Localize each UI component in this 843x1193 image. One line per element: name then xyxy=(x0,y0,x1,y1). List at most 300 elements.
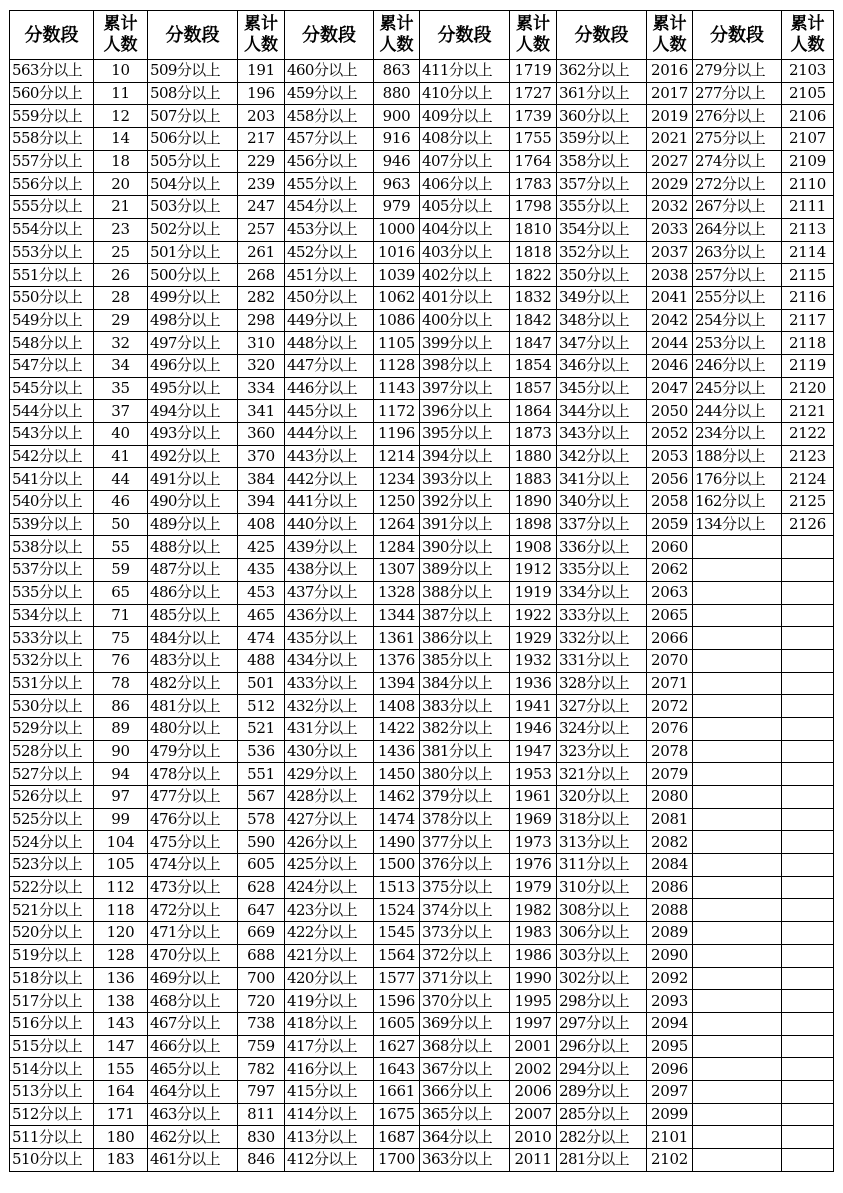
count-cell: 2044 xyxy=(647,332,693,355)
table-row xyxy=(10,990,834,1013)
segment-cell xyxy=(693,922,782,945)
segment-cell: 428分以上 xyxy=(285,786,374,809)
segment-cell: 501分以上 xyxy=(148,241,238,264)
count-cell: 78 xyxy=(94,672,148,695)
count-cell: 268 xyxy=(238,264,285,287)
table-row xyxy=(10,400,834,423)
count-cell: 1997 xyxy=(510,1012,557,1035)
count-cell xyxy=(782,604,834,627)
segment-cell: 472分以上 xyxy=(148,899,238,922)
segment-cell xyxy=(693,944,782,967)
segment-cell: 311分以上 xyxy=(557,854,647,877)
segment-cell: 328分以上 xyxy=(557,672,647,695)
count-cell xyxy=(782,831,834,854)
segment-cell: 439分以上 xyxy=(285,536,374,559)
count-cell: 1979 xyxy=(510,876,557,899)
count-cell: 164 xyxy=(94,1080,148,1103)
count-cell xyxy=(782,672,834,695)
table-row xyxy=(10,105,834,128)
count-cell: 551 xyxy=(238,763,285,786)
segment-cell: 494分以上 xyxy=(148,400,238,423)
table-row xyxy=(10,967,834,990)
count-cell: 2002 xyxy=(510,1058,557,1081)
segment-cell: 360分以上 xyxy=(557,105,647,128)
segment-cell: 444分以上 xyxy=(285,423,374,446)
table-row xyxy=(10,423,834,446)
count-cell: 2041 xyxy=(647,286,693,309)
segment-cell: 324分以上 xyxy=(557,717,647,740)
count-cell: 465 xyxy=(238,604,285,627)
segment-cell: 548分以上 xyxy=(10,332,94,355)
segment-cell: 475分以上 xyxy=(148,831,238,854)
count-cell: 1422 xyxy=(374,717,420,740)
segment-cell: 476分以上 xyxy=(148,808,238,831)
count-cell: 2084 xyxy=(647,854,693,877)
count-cell: 1234 xyxy=(374,468,420,491)
count-cell: 1922 xyxy=(510,604,557,627)
segment-cell: 547分以上 xyxy=(10,354,94,377)
score-distribution-table xyxy=(9,10,834,1172)
count-cell: 1912 xyxy=(510,559,557,582)
count-cell xyxy=(782,717,834,740)
table-row xyxy=(10,218,834,241)
count-cell: 2122 xyxy=(782,423,834,446)
count-cell: 1436 xyxy=(374,740,420,763)
count-cell: 2037 xyxy=(647,241,693,264)
segment-cell: 505分以上 xyxy=(148,150,238,173)
segment-cell: 509分以上 xyxy=(148,60,238,83)
count-cell: 1086 xyxy=(374,309,420,332)
segment-cell: 431分以上 xyxy=(285,717,374,740)
count-cell: 2089 xyxy=(647,922,693,945)
header-segment-3: 分数段 xyxy=(285,11,374,60)
table-row xyxy=(10,627,834,650)
count-cell: 37 xyxy=(94,400,148,423)
table-row xyxy=(10,740,834,763)
header-count-line1: 累计 xyxy=(379,14,414,34)
header-count-line2: 人数 xyxy=(790,35,825,55)
count-cell: 1307 xyxy=(374,559,420,582)
segment-cell: 371分以上 xyxy=(420,967,510,990)
count-cell: 1973 xyxy=(510,831,557,854)
segment-cell xyxy=(693,581,782,604)
count-cell: 2124 xyxy=(782,468,834,491)
table-row xyxy=(10,128,834,151)
count-cell: 1039 xyxy=(374,264,420,287)
count-cell: 1700 xyxy=(374,1149,420,1172)
count-cell xyxy=(782,581,834,604)
header-count-line1: 累计 xyxy=(516,14,550,34)
table-row xyxy=(10,82,834,105)
count-cell: 2060 xyxy=(647,536,693,559)
count-cell: 1016 xyxy=(374,241,420,264)
count-cell: 1857 xyxy=(510,377,557,400)
segment-cell: 519分以上 xyxy=(10,944,94,967)
segment-cell: 417分以上 xyxy=(285,1035,374,1058)
count-cell: 2117 xyxy=(782,309,834,332)
count-cell: 1719 xyxy=(510,60,557,83)
count-cell: 1105 xyxy=(374,332,420,355)
header-count-line2: 人数 xyxy=(379,35,414,55)
segment-cell: 384分以上 xyxy=(420,672,510,695)
count-cell: 1919 xyxy=(510,581,557,604)
count-cell: 2121 xyxy=(782,400,834,423)
table-row xyxy=(10,445,834,468)
count-cell xyxy=(782,695,834,718)
segment-cell xyxy=(693,967,782,990)
table-row xyxy=(10,377,834,400)
segment-cell: 406分以上 xyxy=(420,173,510,196)
segment-cell: 264分以上 xyxy=(693,218,782,241)
count-cell: 1739 xyxy=(510,105,557,128)
segment-cell: 277分以上 xyxy=(693,82,782,105)
segment-cell: 551分以上 xyxy=(10,264,94,287)
segment-cell: 346分以上 xyxy=(557,354,647,377)
segment-cell: 276分以上 xyxy=(693,105,782,128)
count-cell xyxy=(782,922,834,945)
header-count-6 xyxy=(782,11,834,60)
count-cell: 384 xyxy=(238,468,285,491)
segment-cell: 321分以上 xyxy=(557,763,647,786)
count-cell: 501 xyxy=(238,672,285,695)
segment-cell: 502分以上 xyxy=(148,218,238,241)
segment-cell: 389分以上 xyxy=(420,559,510,582)
count-cell: 105 xyxy=(94,854,148,877)
segment-cell: 424分以上 xyxy=(285,876,374,899)
count-cell: 2101 xyxy=(647,1126,693,1149)
segment-cell: 348分以上 xyxy=(557,309,647,332)
count-cell: 1564 xyxy=(374,944,420,967)
segment-cell: 302分以上 xyxy=(557,967,647,990)
count-cell: 32 xyxy=(94,332,148,355)
segment-cell: 456分以上 xyxy=(285,150,374,173)
segment-cell: 450分以上 xyxy=(285,286,374,309)
count-cell: 71 xyxy=(94,604,148,627)
count-cell: 512 xyxy=(238,695,285,718)
count-cell: 2092 xyxy=(647,967,693,990)
segment-cell: 134分以上 xyxy=(693,513,782,536)
segment-cell: 453分以上 xyxy=(285,218,374,241)
count-cell: 97 xyxy=(94,786,148,809)
count-cell: 1727 xyxy=(510,82,557,105)
segment-cell xyxy=(693,1058,782,1081)
count-cell xyxy=(782,1035,834,1058)
segment-cell: 533分以上 xyxy=(10,627,94,650)
count-cell: 979 xyxy=(374,196,420,219)
table-row xyxy=(10,695,834,718)
segment-cell: 359分以上 xyxy=(557,128,647,151)
count-cell: 1545 xyxy=(374,922,420,945)
segment-cell: 289分以上 xyxy=(557,1080,647,1103)
header-count-5 xyxy=(647,11,693,60)
segment-cell: 365分以上 xyxy=(420,1103,510,1126)
table-row xyxy=(10,581,834,604)
header-count-line2: 人数 xyxy=(103,35,138,55)
segment-cell: 350分以上 xyxy=(557,264,647,287)
segment-cell: 162分以上 xyxy=(693,491,782,514)
count-cell: 341 xyxy=(238,400,285,423)
segment-cell: 385分以上 xyxy=(420,649,510,672)
count-cell: 2109 xyxy=(782,150,834,173)
segment-cell: 313分以上 xyxy=(557,831,647,854)
count-cell: 1344 xyxy=(374,604,420,627)
segment-cell: 438分以上 xyxy=(285,559,374,582)
segment-cell: 310分以上 xyxy=(557,876,647,899)
count-cell: 1880 xyxy=(510,445,557,468)
count-cell: 2066 xyxy=(647,627,693,650)
count-cell: 1500 xyxy=(374,854,420,877)
segment-cell: 254分以上 xyxy=(693,309,782,332)
count-cell: 1250 xyxy=(374,491,420,514)
count-cell: 298 xyxy=(238,309,285,332)
segment-cell: 410分以上 xyxy=(420,82,510,105)
table-row xyxy=(10,899,834,922)
segment-cell: 538分以上 xyxy=(10,536,94,559)
count-cell: 2076 xyxy=(647,717,693,740)
segment-cell: 296分以上 xyxy=(557,1035,647,1058)
count-cell: 1143 xyxy=(374,377,420,400)
segment-cell: 560分以上 xyxy=(10,82,94,105)
segment-cell: 355分以上 xyxy=(557,196,647,219)
table-row xyxy=(10,763,834,786)
segment-cell: 397分以上 xyxy=(420,377,510,400)
segment-cell: 455分以上 xyxy=(285,173,374,196)
count-cell: 1196 xyxy=(374,423,420,446)
segment-cell: 380分以上 xyxy=(420,763,510,786)
header-count-1 xyxy=(94,11,148,60)
segment-cell: 354分以上 xyxy=(557,218,647,241)
segment-cell xyxy=(693,1126,782,1149)
count-cell: 217 xyxy=(238,128,285,151)
segment-cell xyxy=(693,808,782,831)
count-cell xyxy=(782,1058,834,1081)
segment-cell: 479分以上 xyxy=(148,740,238,763)
count-cell: 2050 xyxy=(647,400,693,423)
segment-cell: 534分以上 xyxy=(10,604,94,627)
segment-cell: 294分以上 xyxy=(557,1058,647,1081)
segment-cell: 464分以上 xyxy=(148,1080,238,1103)
count-cell: 425 xyxy=(238,536,285,559)
count-cell: 59 xyxy=(94,559,148,582)
count-cell: 2099 xyxy=(647,1103,693,1126)
segment-cell: 398分以上 xyxy=(420,354,510,377)
count-cell: 1408 xyxy=(374,695,420,718)
segment-cell: 523分以上 xyxy=(10,854,94,877)
count-cell: 180 xyxy=(94,1126,148,1149)
segment-cell: 336分以上 xyxy=(557,536,647,559)
count-cell: 1990 xyxy=(510,967,557,990)
count-cell: 2056 xyxy=(647,468,693,491)
segment-cell: 403分以上 xyxy=(420,241,510,264)
segment-cell: 507分以上 xyxy=(148,105,238,128)
segment-cell: 510分以上 xyxy=(10,1149,94,1172)
segment-cell: 362分以上 xyxy=(557,60,647,83)
segment-cell: 432分以上 xyxy=(285,695,374,718)
segment-cell: 559分以上 xyxy=(10,105,94,128)
count-cell: 2078 xyxy=(647,740,693,763)
segment-cell: 382分以上 xyxy=(420,717,510,740)
segment-cell: 492分以上 xyxy=(148,445,238,468)
segment-cell: 430分以上 xyxy=(285,740,374,763)
segment-cell xyxy=(693,559,782,582)
segment-cell: 358分以上 xyxy=(557,150,647,173)
segment-cell: 399分以上 xyxy=(420,332,510,355)
count-cell: 578 xyxy=(238,808,285,831)
count-cell: 2033 xyxy=(647,218,693,241)
count-cell: 2053 xyxy=(647,445,693,468)
segment-cell: 412分以上 xyxy=(285,1149,374,1172)
table-row xyxy=(10,536,834,559)
segment-cell: 423分以上 xyxy=(285,899,374,922)
segment-cell: 484分以上 xyxy=(148,627,238,650)
count-cell: 320 xyxy=(238,354,285,377)
segment-cell xyxy=(693,672,782,695)
table-header xyxy=(10,11,834,60)
segment-cell: 377分以上 xyxy=(420,831,510,854)
segment-cell: 176分以上 xyxy=(693,468,782,491)
table-row xyxy=(10,264,834,287)
segment-cell: 511分以上 xyxy=(10,1126,94,1149)
segment-cell: 334分以上 xyxy=(557,581,647,604)
segment-cell: 281分以上 xyxy=(557,1149,647,1172)
segment-cell: 332分以上 xyxy=(557,627,647,650)
segment-cell: 448分以上 xyxy=(285,332,374,355)
count-cell: 2010 xyxy=(510,1126,557,1149)
segment-cell: 555分以上 xyxy=(10,196,94,219)
count-cell: 334 xyxy=(238,377,285,400)
count-cell: 112 xyxy=(94,876,148,899)
segment-cell: 529分以上 xyxy=(10,717,94,740)
count-cell: 2125 xyxy=(782,491,834,514)
header-count-3 xyxy=(374,11,420,60)
segment-cell: 395分以上 xyxy=(420,423,510,446)
count-cell: 29 xyxy=(94,309,148,332)
count-cell: 1818 xyxy=(510,241,557,264)
count-cell: 2120 xyxy=(782,377,834,400)
count-cell: 11 xyxy=(94,82,148,105)
segment-cell: 366分以上 xyxy=(420,1080,510,1103)
segment-cell: 471分以上 xyxy=(148,922,238,945)
count-cell: 2042 xyxy=(647,309,693,332)
segment-cell: 335分以上 xyxy=(557,559,647,582)
count-cell: 1936 xyxy=(510,672,557,695)
count-cell: 1941 xyxy=(510,695,557,718)
segment-cell xyxy=(693,649,782,672)
header-count-line2: 人数 xyxy=(244,35,278,55)
segment-cell: 368分以上 xyxy=(420,1035,510,1058)
segment-cell: 396分以上 xyxy=(420,400,510,423)
table-row xyxy=(10,876,834,899)
segment-cell xyxy=(693,695,782,718)
count-cell xyxy=(782,627,834,650)
segment-cell: 253分以上 xyxy=(693,332,782,355)
segment-cell: 543分以上 xyxy=(10,423,94,446)
segment-cell: 333分以上 xyxy=(557,604,647,627)
segment-cell: 347分以上 xyxy=(557,332,647,355)
segment-cell: 557分以上 xyxy=(10,150,94,173)
count-cell: 2106 xyxy=(782,105,834,128)
segment-cell: 480分以上 xyxy=(148,717,238,740)
segment-cell: 422分以上 xyxy=(285,922,374,945)
count-cell xyxy=(782,536,834,559)
segment-cell: 246分以上 xyxy=(693,354,782,377)
table-row xyxy=(10,944,834,967)
table-row xyxy=(10,491,834,514)
segment-cell: 473分以上 xyxy=(148,876,238,899)
count-cell: 1450 xyxy=(374,763,420,786)
segment-cell: 267分以上 xyxy=(693,196,782,219)
count-cell: 147 xyxy=(94,1035,148,1058)
segment-cell: 540分以上 xyxy=(10,491,94,514)
count-cell: 488 xyxy=(238,649,285,672)
count-cell: 1961 xyxy=(510,786,557,809)
segment-cell: 527分以上 xyxy=(10,763,94,786)
segment-cell: 470分以上 xyxy=(148,944,238,967)
segment-cell xyxy=(693,1080,782,1103)
count-cell: 2119 xyxy=(782,354,834,377)
count-cell: 720 xyxy=(238,990,285,1013)
segment-cell xyxy=(693,1149,782,1172)
count-cell: 759 xyxy=(238,1035,285,1058)
count-cell: 830 xyxy=(238,1126,285,1149)
count-cell: 2111 xyxy=(782,196,834,219)
table-row xyxy=(10,786,834,809)
count-cell: 453 xyxy=(238,581,285,604)
segment-cell: 545分以上 xyxy=(10,377,94,400)
count-cell: 118 xyxy=(94,899,148,922)
segment-cell: 374分以上 xyxy=(420,899,510,922)
table-row xyxy=(10,513,834,536)
count-cell: 128 xyxy=(94,944,148,967)
segment-cell xyxy=(693,536,782,559)
count-cell xyxy=(782,786,834,809)
count-cell: 1810 xyxy=(510,218,557,241)
count-cell: 261 xyxy=(238,241,285,264)
segment-cell: 415分以上 xyxy=(285,1080,374,1103)
count-cell: 1908 xyxy=(510,536,557,559)
count-cell: 1661 xyxy=(374,1080,420,1103)
count-cell: 2103 xyxy=(782,60,834,83)
count-cell: 25 xyxy=(94,241,148,264)
count-cell: 1890 xyxy=(510,491,557,514)
segment-cell: 513分以上 xyxy=(10,1080,94,1103)
segment-cell: 491分以上 xyxy=(148,468,238,491)
count-cell: 2088 xyxy=(647,899,693,922)
table-row xyxy=(10,672,834,695)
segment-cell: 425分以上 xyxy=(285,854,374,877)
count-cell xyxy=(782,740,834,763)
count-cell: 171 xyxy=(94,1103,148,1126)
count-cell: 183 xyxy=(94,1149,148,1172)
segment-cell: 364分以上 xyxy=(420,1126,510,1149)
count-cell: 2027 xyxy=(647,150,693,173)
count-cell: 435 xyxy=(238,559,285,582)
table-row xyxy=(10,808,834,831)
segment-cell: 460分以上 xyxy=(285,60,374,83)
segment-cell: 454分以上 xyxy=(285,196,374,219)
count-cell: 394 xyxy=(238,491,285,514)
segment-cell: 426分以上 xyxy=(285,831,374,854)
count-cell: 521 xyxy=(238,717,285,740)
segment-cell: 462分以上 xyxy=(148,1126,238,1149)
count-cell: 1627 xyxy=(374,1035,420,1058)
count-cell: 28 xyxy=(94,286,148,309)
segment-cell: 563分以上 xyxy=(10,60,94,83)
segment-cell: 341分以上 xyxy=(557,468,647,491)
segment-cell: 515分以上 xyxy=(10,1035,94,1058)
count-cell xyxy=(782,990,834,1013)
segment-cell: 451分以上 xyxy=(285,264,374,287)
